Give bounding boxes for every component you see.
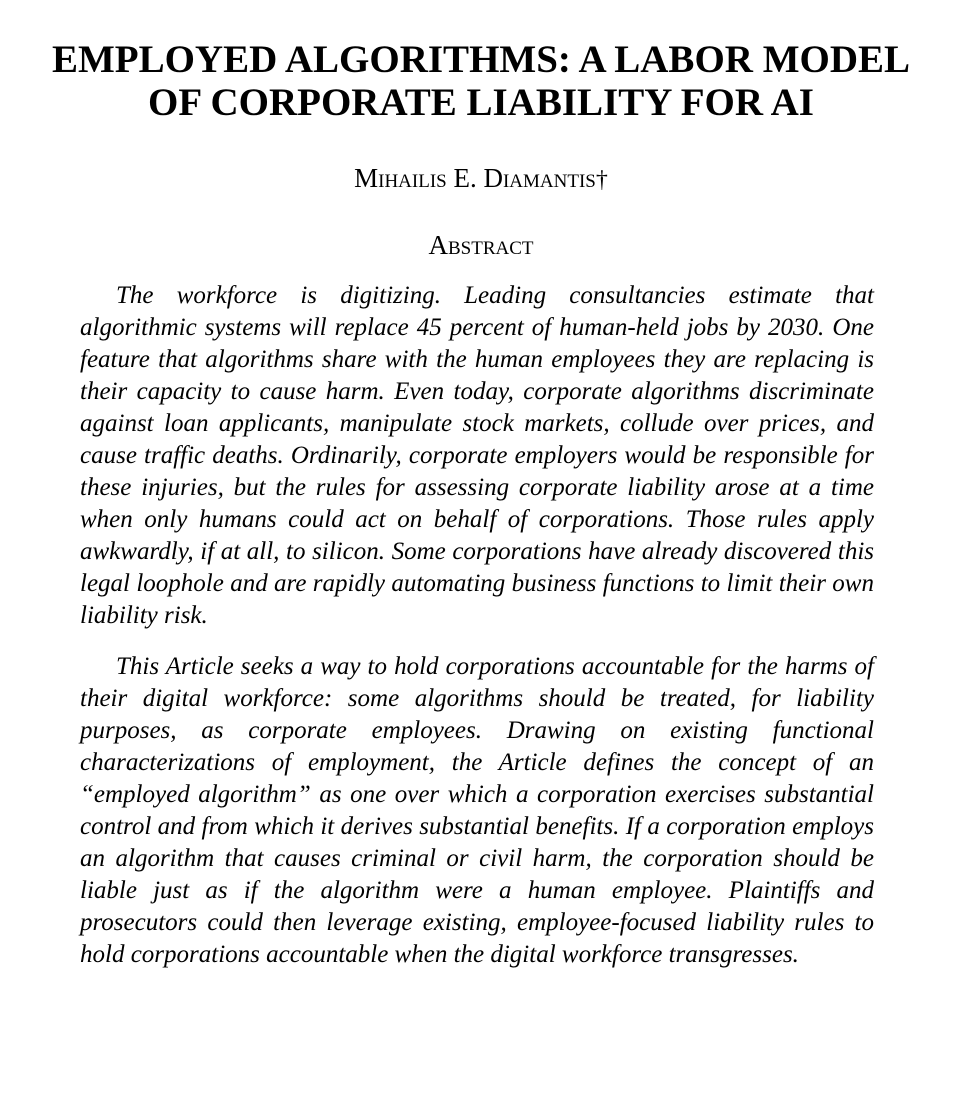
author-line [0,162,962,196]
abstract-body [80,280,874,990]
abstract-paragraph-1: The workforce is digitizing. Leading consultancies estimate that algorithmic systems will replace 45 percent of human-held jobs by 2030. One feature that algorithms share with the human employees they are replacing is their capacity to cause harm. Even today, corporate algorithms discriminate against loan applicants, manipulate stock markets, collude over prices, and cause traffic deaths. Ordinarily, corporate employers would be responsible for these injuries, but the rules for assessing corporate liability arose at a time when only humans could act on behalf of corporations. Those rules apply awkwardly, if at all, to silicon. Some corporations have already discovered this legal loophole and are rapidly automating business functions to limit their own liability risk. [80,282,874,629]
author-footnote-mark: † [595,167,608,193]
author-name: Mihailis E. Diamantis [354,163,596,193]
title-line-2: OF CORPORATE LIABILITY FOR AI [148,81,814,124]
abstract-heading: Abstract [428,230,534,260]
abstract-paragraph-2: This Article seeks a way to hold corporations accountable for the harms of their digital workforce: some algorithms should be treated, for liability purposes, as corporate employees. Drawing on existing functional characterizations of employment, the Article defines the concept of an “employed algorithm” as one over which a corporation exercises substantial control and from which it derives substantial benefits. If a corporation employs an algorithm that causes criminal or civil harm, the corporation should be liable just as if the algorithm were a human employee. Plaintiffs and prosecutors could then leverage existing, employee-focused liability rules to hold corporations accountable when the digital workforce transgresses. [80,653,874,968]
title-line-1: EMPLOYED ALGORITHMS: A LABOR MODEL [51,38,911,81]
article-title [20,38,942,124]
